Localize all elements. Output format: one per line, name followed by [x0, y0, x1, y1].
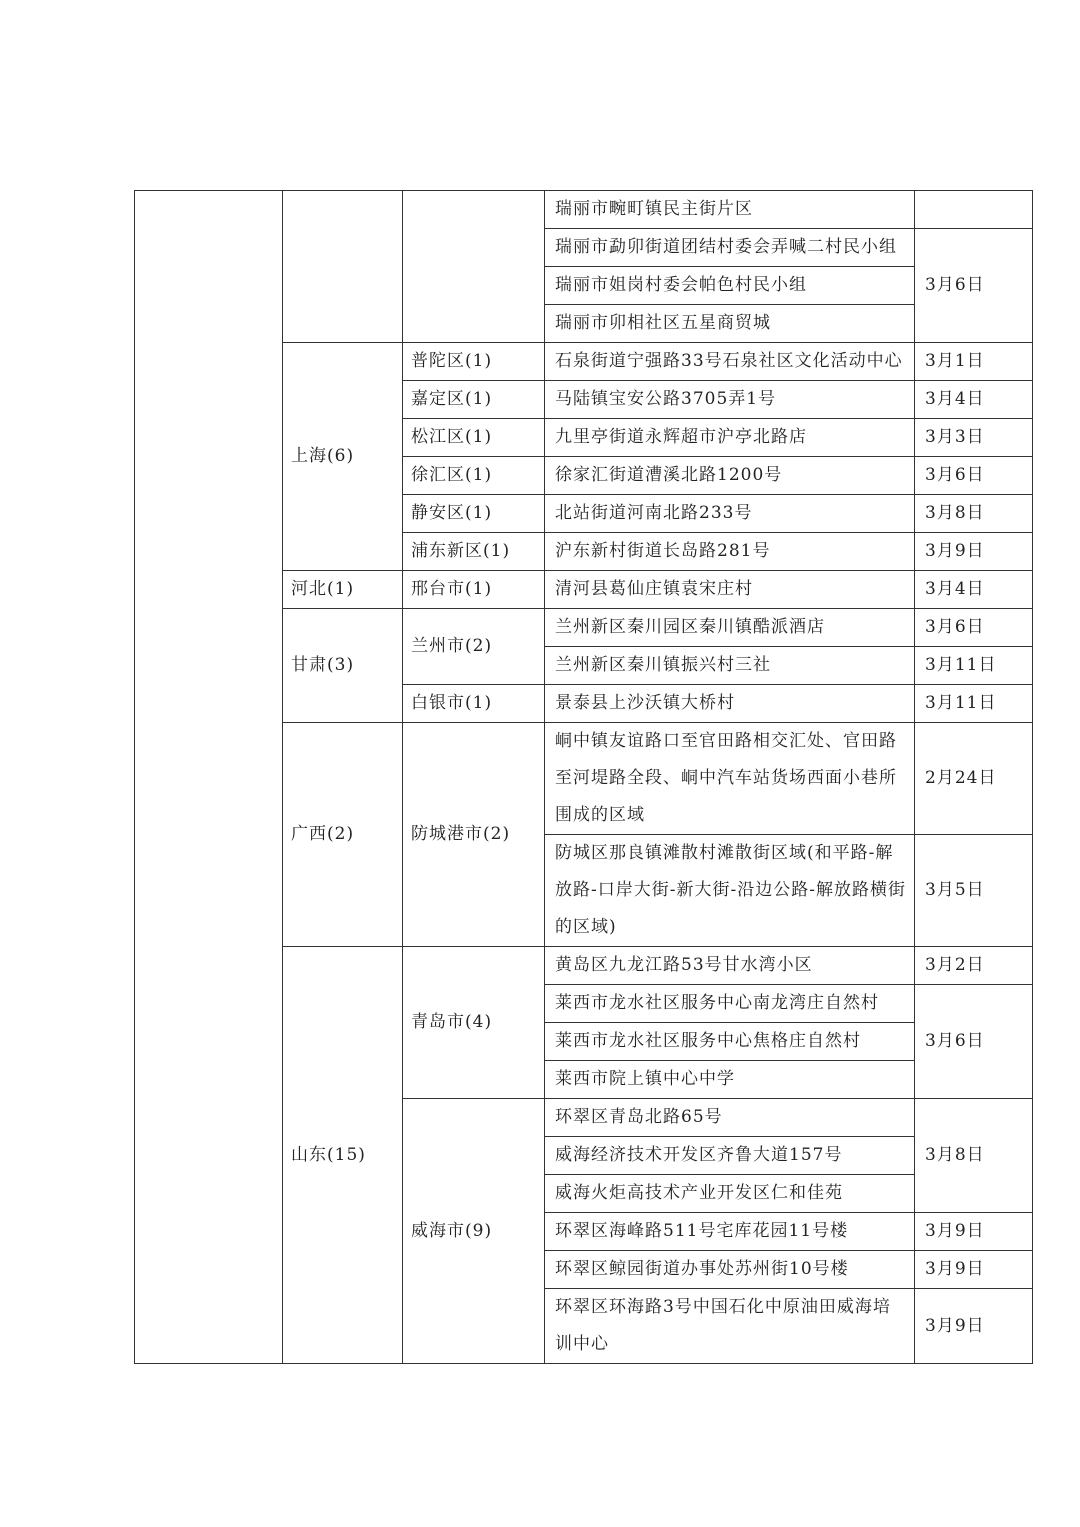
date-cell: 3月8日 [915, 495, 1033, 533]
address-cell: 清河县葛仙庄镇袁宋庄村 [545, 571, 915, 609]
date-cell: 3月9日 [915, 1289, 1033, 1364]
address-cell: 瑞丽市姐岗村委会帕色村民小组 [545, 267, 915, 305]
date-cell: 2月24日 [915, 723, 1033, 835]
address-cell: 峒中镇友谊路口至官田路相交汇处、官田路至河堤路全段、峒中汽车站货场西面小巷所围成的区域 [545, 723, 915, 835]
district-cell: 青岛市(4) [403, 947, 545, 1099]
address-cell: 景泰县上沙沃镇大桥村 [545, 685, 915, 723]
date-cell: 3月8日 [915, 1099, 1033, 1213]
address-cell: 北站街道河南北路233号 [545, 495, 915, 533]
district-cell: 嘉定区(1) [403, 381, 545, 419]
district-cell: 威海市(9) [403, 1099, 545, 1364]
city-cell-blank [403, 191, 545, 343]
district-cell: 徐汇区(1) [403, 457, 545, 495]
date-cell: 3月11日 [915, 685, 1033, 723]
address-cell: 瑞丽市勐卯街道团结村委会弄喊二村民小组 [545, 229, 915, 267]
address-cell: 瑞丽市畹町镇民主街片区 [545, 191, 915, 229]
province-cell: 山东(15) [283, 947, 403, 1364]
address-cell: 徐家汇街道漕溪北路1200号 [545, 457, 915, 495]
address-cell: 沪东新村街道长岛路281号 [545, 533, 915, 571]
date-cell: 3月1日 [915, 343, 1033, 381]
date-cell: 3月6日 [915, 229, 1033, 343]
date-cell: 3月6日 [915, 985, 1033, 1099]
date-cell: 3月6日 [915, 609, 1033, 647]
province-cell: 上海(6) [283, 343, 403, 571]
district-cell: 浦东新区(1) [403, 533, 545, 571]
risk-area-table [134, 190, 1033, 1364]
date-cell: 3月9日 [915, 1213, 1033, 1251]
district-cell: 松江区(1) [403, 419, 545, 457]
address-cell: 防城区那良镇滩散村滩散街区域(和平路-解放路-口岸大街-新大街-沿边公路-解放路横街的区域) [545, 835, 915, 947]
date-cell: 3月4日 [915, 381, 1033, 419]
table-row [135, 191, 1033, 229]
address-cell: 兰州新区秦川镇振兴村三社 [545, 647, 915, 685]
address-cell: 环翠区环海路3号中国石化中原油田威海培训中心 [545, 1289, 915, 1364]
province-cell: 甘肃(3) [283, 609, 403, 723]
date-cell: 3月2日 [915, 947, 1033, 985]
address-cell: 威海火炬高技术产业开发区仁和佳苑 [545, 1175, 915, 1213]
address-cell: 石泉街道宁强路33号石泉社区文化活动中心 [545, 343, 915, 381]
district-cell: 兰州市(2) [403, 609, 545, 685]
address-cell: 黄岛区九龙江路53号甘水湾小区 [545, 947, 915, 985]
date-cell: 3月11日 [915, 647, 1033, 685]
date-cell: 3月4日 [915, 571, 1033, 609]
province-cell-blank [283, 191, 403, 343]
address-cell: 马陆镇宝安公路3705弄1号 [545, 381, 915, 419]
district-cell: 防城港市(2) [403, 723, 545, 947]
address-cell: 威海经济技术开发区齐鲁大道157号 [545, 1137, 915, 1175]
date-cell: 3月3日 [915, 419, 1033, 457]
district-cell: 普陀区(1) [403, 343, 545, 381]
address-cell: 环翠区海峰路511号宅库花园11号楼 [545, 1213, 915, 1251]
date-cell [915, 191, 1033, 229]
date-cell: 3月6日 [915, 457, 1033, 495]
province-cell: 广西(2) [283, 723, 403, 947]
date-cell: 3月9日 [915, 533, 1033, 571]
address-cell: 莱西市院上镇中心中学 [545, 1061, 915, 1099]
district-cell: 静安区(1) [403, 495, 545, 533]
date-cell: 3月5日 [915, 835, 1033, 947]
district-cell: 白银市(1) [403, 685, 545, 723]
district-cell: 邢台市(1) [403, 571, 545, 609]
province-cell: 河北(1) [283, 571, 403, 609]
address-cell: 瑞丽市卯相社区五星商贸城 [545, 305, 915, 343]
date-cell: 3月9日 [915, 1251, 1033, 1289]
region-column-blank [135, 191, 283, 1364]
address-cell: 环翠区鲸园街道办事处苏州街10号楼 [545, 1251, 915, 1289]
address-cell: 九里亭街道永辉超市沪亭北路店 [545, 419, 915, 457]
address-cell: 环翠区青岛北路65号 [545, 1099, 915, 1137]
address-cell: 莱西市龙水社区服务中心南龙湾庄自然村 [545, 985, 915, 1023]
address-cell: 兰州新区秦川园区秦川镇酷派酒店 [545, 609, 915, 647]
address-cell: 莱西市龙水社区服务中心焦格庄自然村 [545, 1023, 915, 1061]
